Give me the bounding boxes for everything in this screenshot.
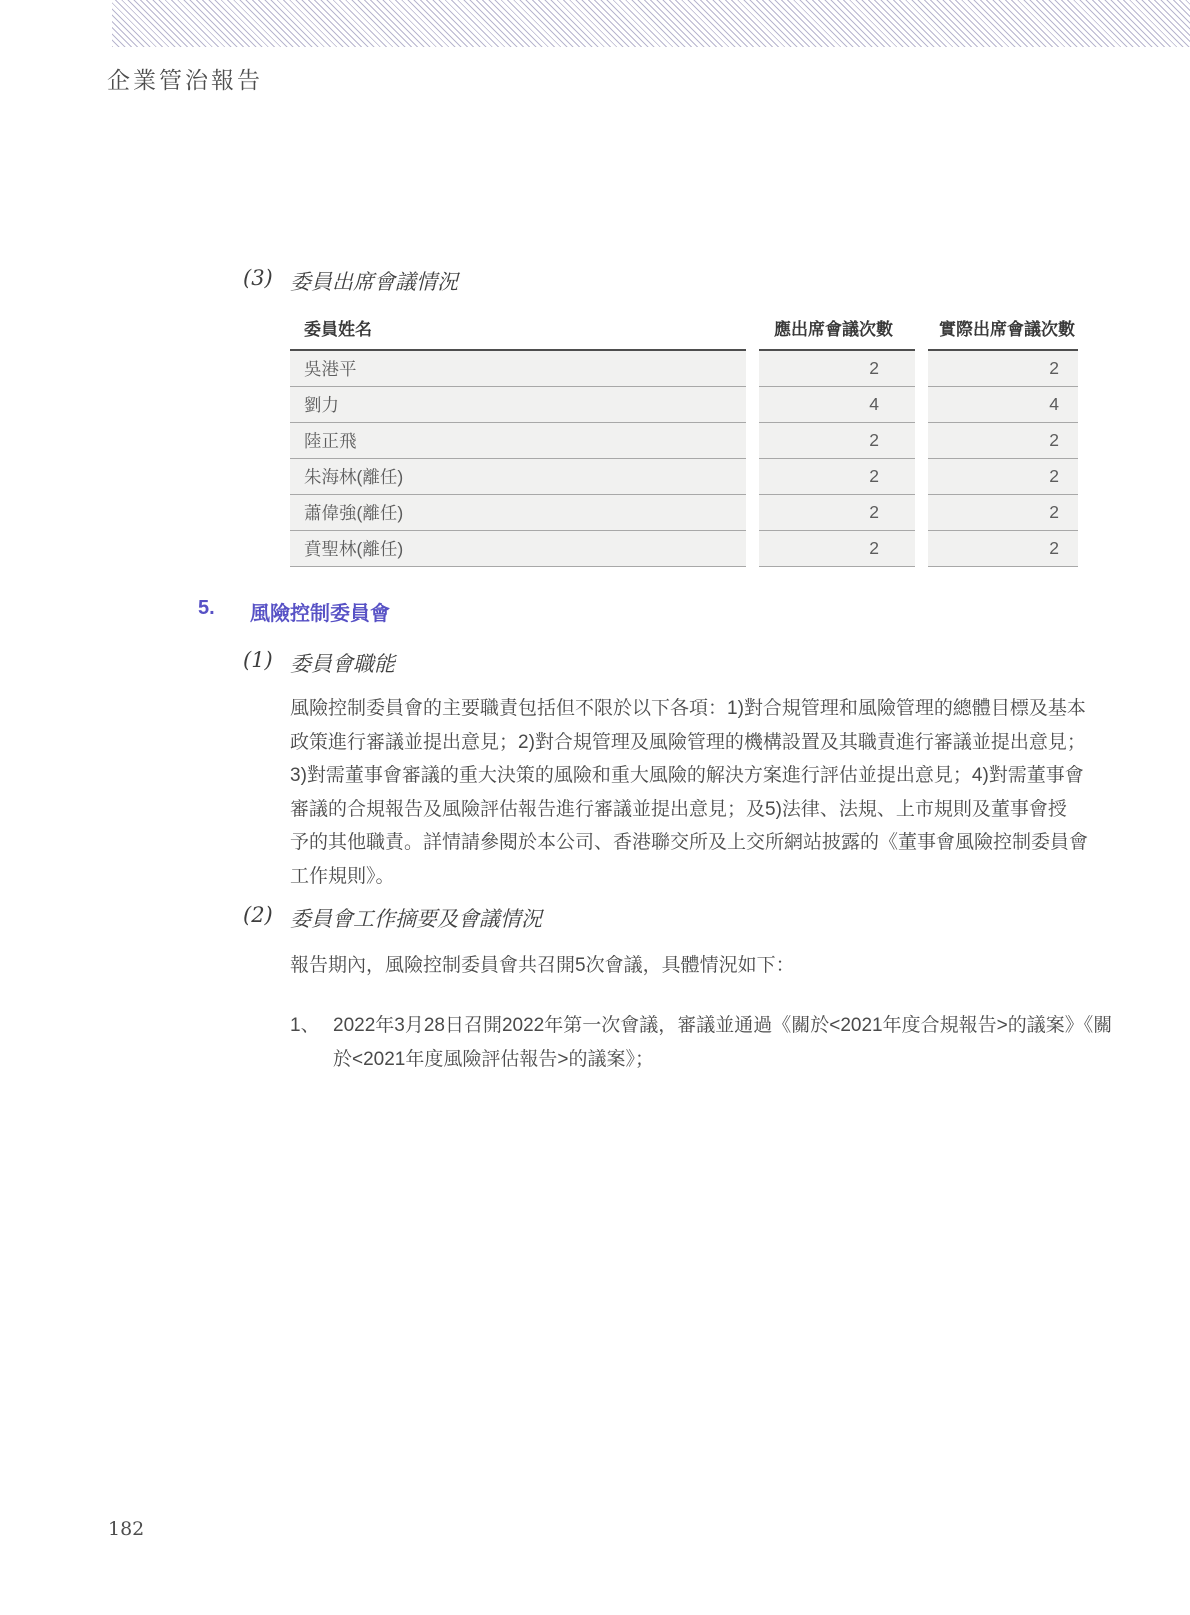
subsection-3-title: 委員出席會議情況 [290, 270, 458, 294]
section-5-title: 風險控制委員會 [250, 603, 390, 625]
column-header-actual-attendance: 實際出席會議次數 [928, 306, 1078, 351]
paragraph-line: 3)對需董事會審議的重大決策的風險和重大風險的解決方案進行評估並提出意見；4)對需董事會 [290, 765, 1084, 786]
list-item-marker: 1、 [290, 1015, 320, 1036]
section-5-number: 5. [198, 597, 215, 619]
list-item-line: 2022年3月28日召開2022年第一次會議，審議並通過《關於<2021年度合規報告>的議案》《關 [333, 1015, 1113, 1036]
paragraph-line: 風險控制委員會的主要職責包括但不限於以下各項：1)對合規管理和風險管理的總體目標及基本 [290, 698, 1086, 719]
subsection-3-heading [243, 266, 458, 296]
page-title: 企業管治報告 [107, 68, 263, 94]
list-item-line: 於<2021年度風險評估報告>的議案》； [333, 1049, 654, 1070]
table-cell-name: 賁聖林(離任) [290, 531, 746, 567]
section-5-heading [198, 597, 390, 626]
table-cell-name: 吳港平 [290, 351, 746, 387]
paragraph-line: 工作規則》。 [290, 865, 395, 887]
meetings-intro-paragraph [290, 949, 1085, 983]
table-cell-actual: 2 [928, 495, 1078, 531]
committee-duties-paragraph [290, 692, 1089, 893]
table-cell-name: 劉力 [290, 387, 746, 423]
meeting-list-item-1 [290, 1009, 1113, 1077]
subsection-5-2-title: 委員會工作摘要及會議情況 [290, 907, 542, 931]
table-cell-name: 蕭偉強(離任) [290, 495, 746, 531]
subsection-5-2-marker: (2) [243, 903, 273, 927]
table-cell-actual: 2 [928, 423, 1078, 459]
table-cell-actual: 4 [928, 387, 1078, 423]
subsection-5-1-title: 委員會職能 [290, 652, 395, 676]
paragraph-line: 報告期內，風險控制委員會共召開5次會議，具體情況如下： [290, 955, 795, 976]
table-cell-required: 2 [759, 495, 915, 531]
table-cell-required: 2 [759, 531, 915, 567]
table-cell-actual: 2 [928, 459, 1078, 495]
attendance-table [290, 306, 1078, 567]
subsection-3-marker: (3) [243, 266, 273, 290]
table-cell-required: 2 [759, 459, 915, 495]
table-cell-name: 陸正飛 [290, 423, 746, 459]
column-header-member-name: 委員姓名 [290, 306, 746, 351]
table-cell-required: 2 [759, 351, 915, 387]
table-cell-required: 2 [759, 423, 915, 459]
hatch-band-decoration [112, 0, 1190, 47]
subsection-5-2-heading [243, 903, 542, 933]
subsection-5-1-marker: (1) [243, 648, 273, 672]
table-cell-name: 朱海林(離任) [290, 459, 746, 495]
list-item-text [333, 1009, 1112, 1077]
table-cell-actual: 2 [928, 531, 1078, 567]
paragraph-line: 予的其他職責。詳情請參閱於本公司、香港聯交所及上交所網站披露的《董事會風險控制委員會 [290, 832, 1089, 853]
table-cell-required: 4 [759, 387, 915, 423]
paragraph-line: 政策進行審議並提出意見；2)對合規管理及風險管理的機構設置及其職責進行審議並提出意見； [290, 731, 1086, 753]
table-cell-actual: 2 [928, 351, 1078, 387]
column-header-required-attendance: 應出席會議次數 [759, 306, 915, 351]
page-number: 182 [108, 1518, 145, 1540]
subsection-5-1-heading [243, 648, 395, 678]
paragraph-line: 審議的合規報告及風險評估報告進行審議並提出意見；及5)法律、法規、上市規則及董事會授 [290, 798, 1067, 820]
